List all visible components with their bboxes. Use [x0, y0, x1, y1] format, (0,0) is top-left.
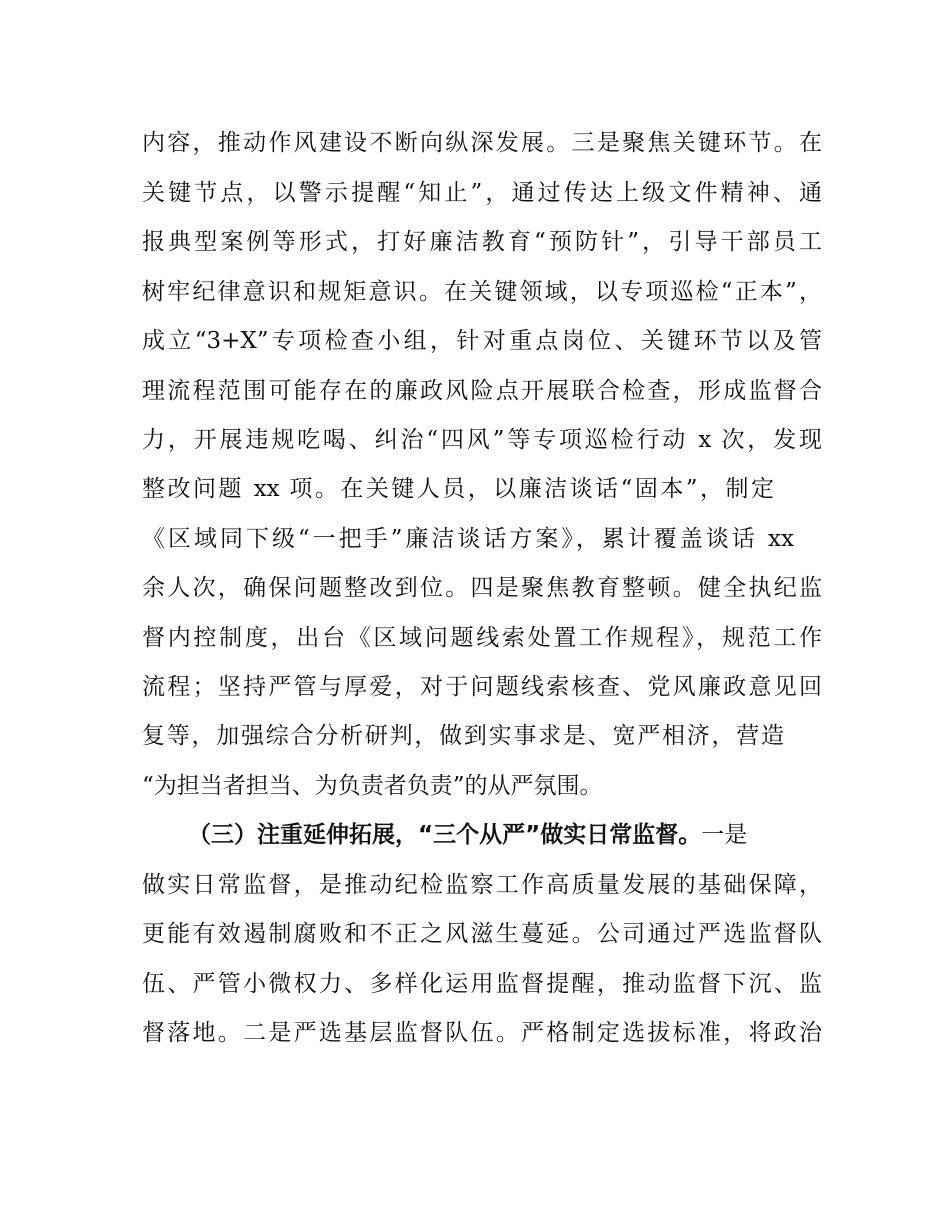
section-heading: （三）注重延伸拓展，“三个从严”做实日常监督。: [188, 822, 702, 848]
text-line: 督内控制度，出台《区域问题线索处置工作规程》，规范工作: [142, 625, 822, 651]
text-line: 余人次，确保问题整改到位。四是聚焦教育整顿。健全执纪监: [142, 575, 822, 601]
text-line: 内容，推动作风建设不断向纵深发展。三是聚焦关键环节。在: [142, 130, 822, 156]
text-line: 伍、严管小微权力、多样化运用监督提醒，推动监督下沉、监: [142, 971, 822, 997]
text-line: 流程；坚持严管与厚爱，对于问题线索核查、党风廉政意见回: [142, 674, 822, 700]
text-line: “为担当者担当、为负责者负责”的从严氛围。: [142, 773, 603, 799]
text-line: 更能有效遏制腐败和不正之风滋生蔓延。公司通过严选监督队: [142, 921, 822, 947]
text-line: 理流程范围可能存在的廉政风险点开展联合检查，形成监督合: [142, 378, 822, 404]
text-line: 整改问题 xx 项。在关键人员，以廉洁谈话“固本”，制定: [142, 476, 774, 502]
text-line: 树牢纪律意识和规矩意识。在关键领域，以专项巡检“正本”，: [142, 279, 822, 305]
text-line: 关键节点，以警示提醒“知止”，通过传达上级文件精神、通: [142, 180, 822, 206]
text-line: 《区域同下级“一把手”廉洁谈话方案》，累计覆盖谈话 xx: [142, 526, 794, 552]
section-heading-line: [188, 815, 822, 855]
text-line: 做实日常监督，是推动纪检监察工作高质量发展的基础保障，: [142, 872, 822, 898]
text-run: 一是: [701, 822, 748, 848]
text-line: 督落地。二是严选基层监督队伍。严格制定选拔标准，将政治: [142, 1020, 822, 1046]
text-line: 成立“3+X”专项检查小组，针对重点岗位、关键环节以及管: [142, 328, 822, 354]
text-line: 力，开展违规吃喝、纠治“四风”等专项巡检行动 x 次，发现: [142, 427, 822, 453]
text-line: 报典型案例等形式，打好廉洁教育“预防针”，引导干部员工: [142, 229, 822, 255]
text-line: 复等，加强综合分析研判，做到实事求是、宽严相济，营造: [142, 723, 784, 749]
